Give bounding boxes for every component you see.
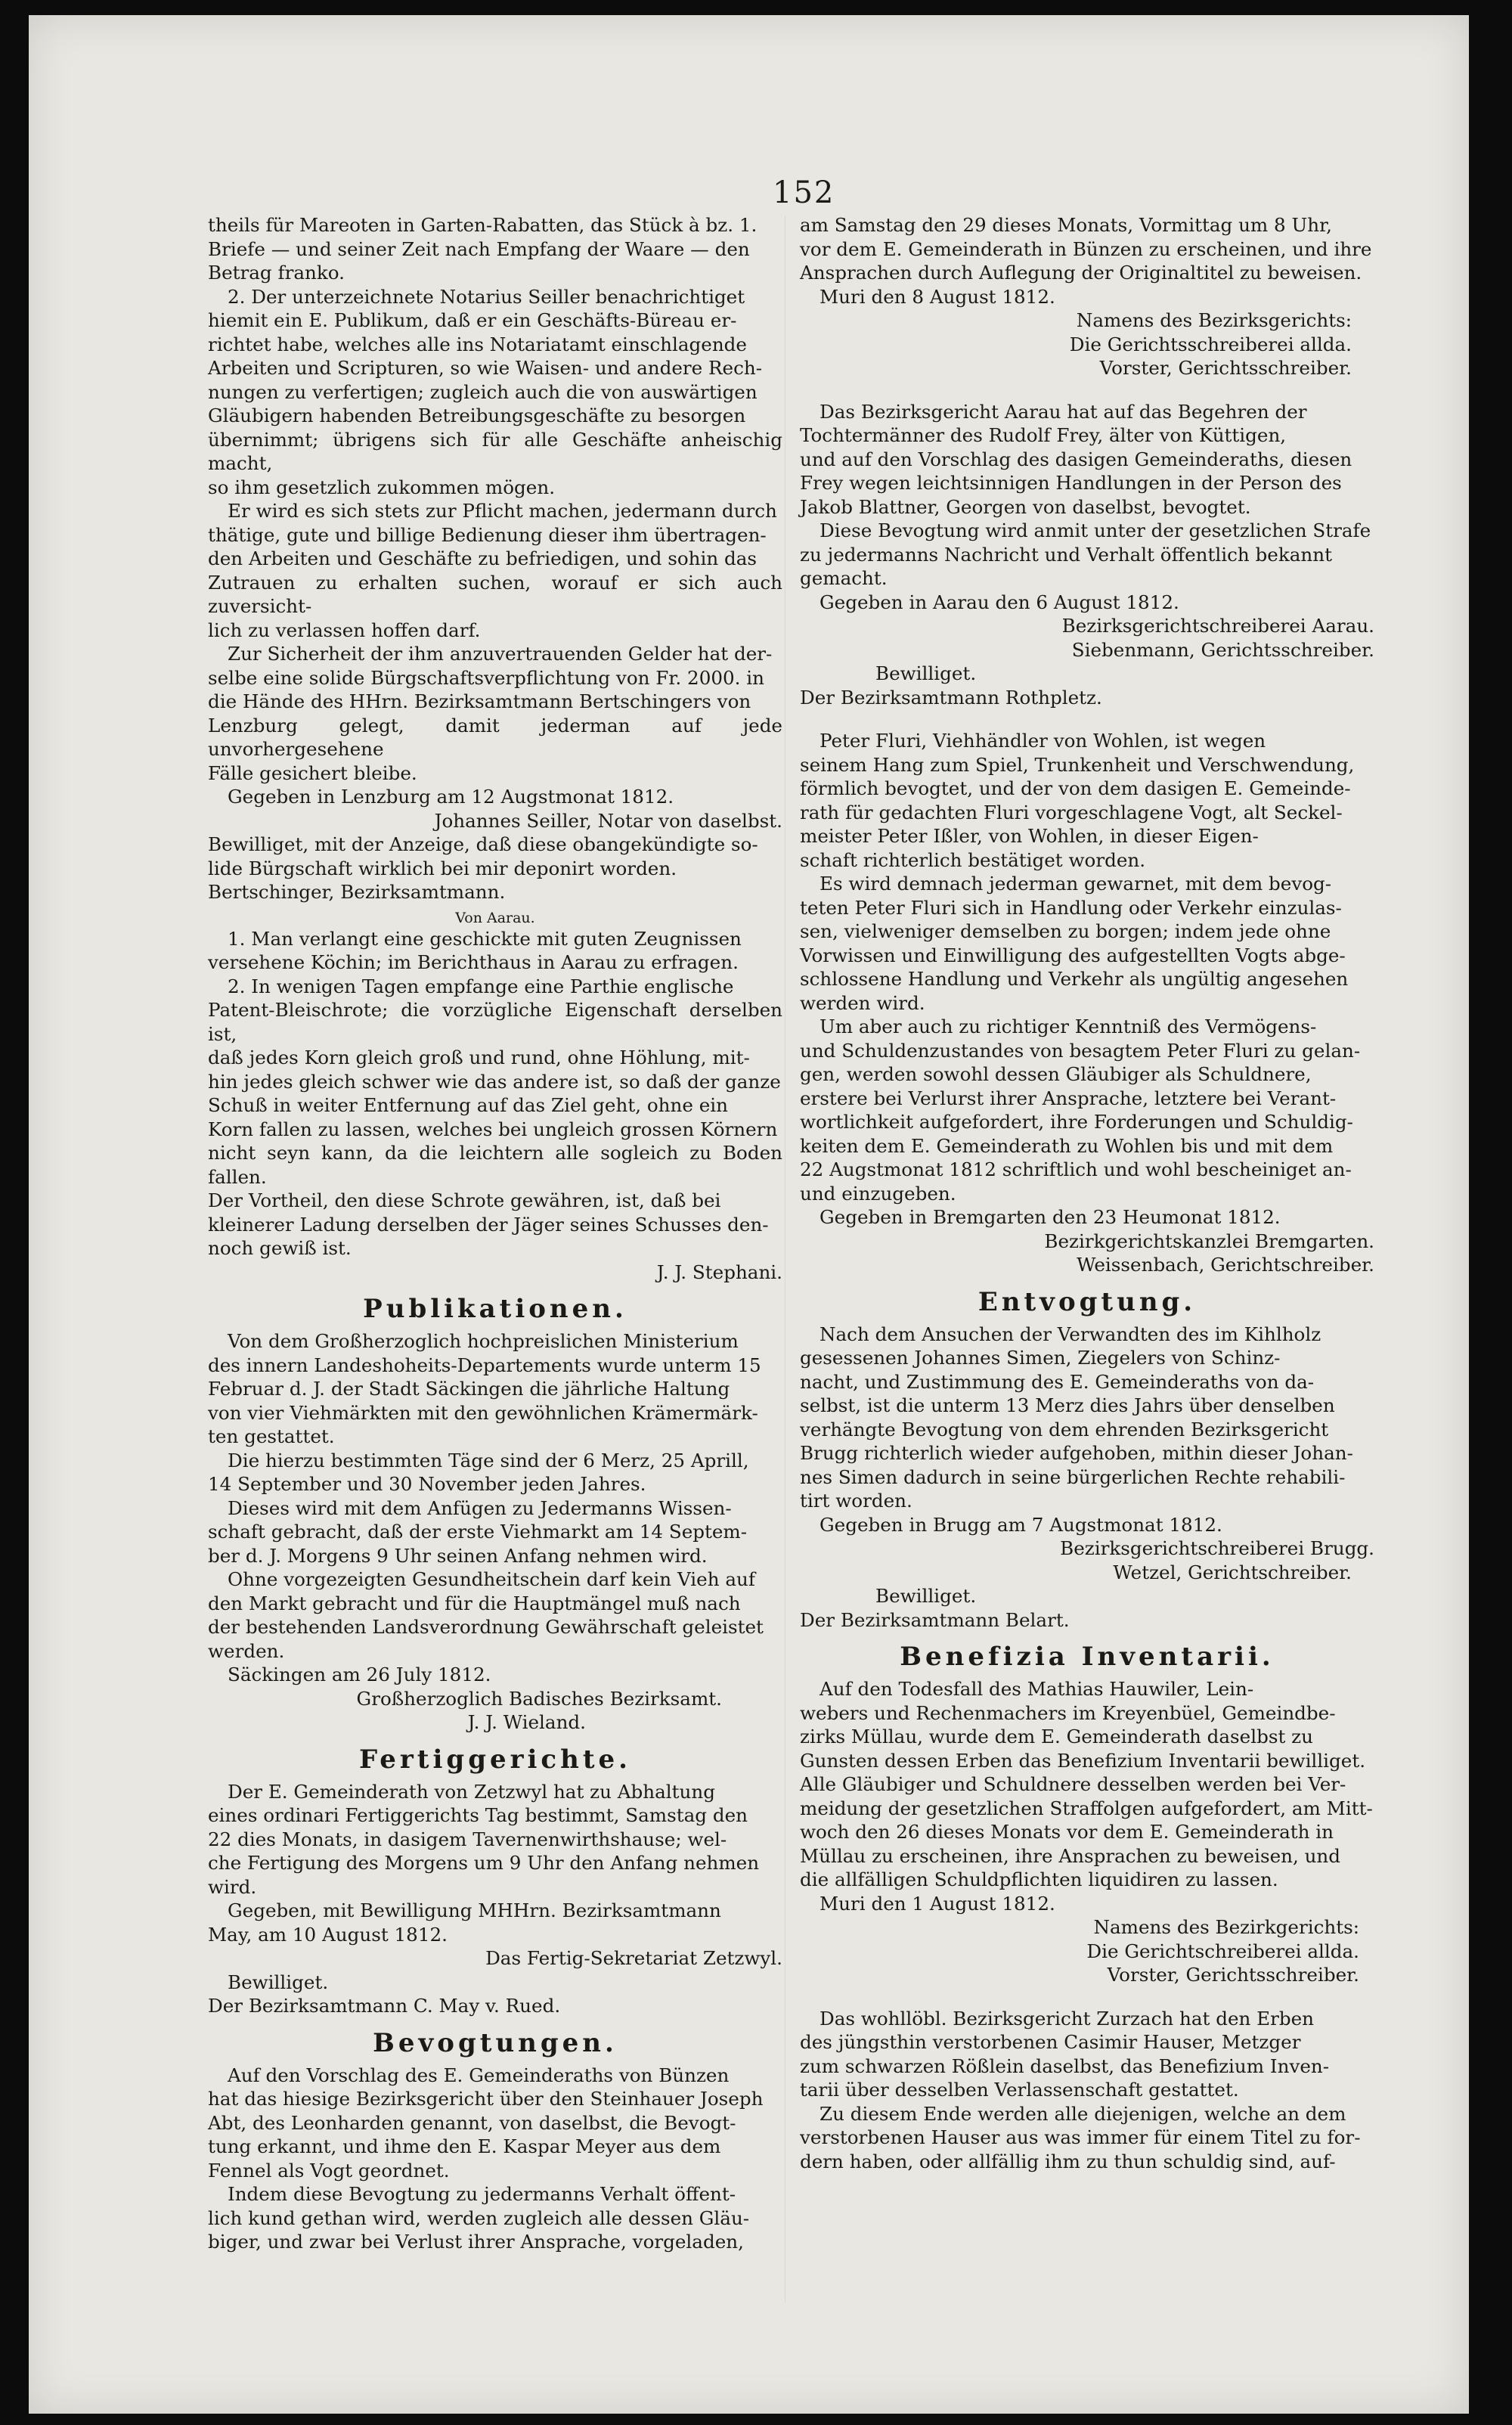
spacer: [800, 1987, 1374, 2007]
line: Vorwissen und Einwilligung des aufgestellten Vogts abge-: [800, 944, 1346, 966]
line: Alle Gläubiger und Schuldnere desselben werden bei Ver-: [800, 1773, 1346, 1795]
line: Lenzburg gelegt, damit jederman auf jede unvorhergesehene: [208, 714, 782, 760]
line: Um aber auch zu richtiger Kenntniß des Vermögens-: [820, 1016, 1317, 1037]
line: gen, werden sowohl dessen Gläubiger als Schuldnere,: [800, 1063, 1312, 1085]
line: den Markt gebracht und für die Hauptmängel muß nach: [208, 1592, 741, 1614]
line: und einzugeben.: [800, 1182, 956, 1205]
line: Arbeiten und Scripturen, so wie Waisen- und andere Rech-: [208, 357, 763, 379]
heading-bevogtungen: Bevogtungen.: [373, 2027, 618, 2058]
signature: Das Fertig-Sekretariat Zetzwyl.: [485, 1947, 782, 1969]
left-column: [208, 213, 782, 2254]
line: ber d. J. Morgens 9 Uhr seinen Anfang nehmen wird.: [208, 1544, 708, 1567]
line: webers und Rechenmachers im Kreyenbüel, Gemeindbe-: [800, 1701, 1336, 1724]
line: Zur Sicherheit der ihm anzuvertrauenden Gelder hat der-: [228, 643, 773, 665]
line: seinem Hang zum Spiel, Trunkenheit und Verschwendung,: [800, 753, 1355, 776]
line: Er wird es sich stets zur Pflicht machen, jedermann durch: [228, 500, 777, 522]
line: Das wohllöbl. Bezirksgericht Zurzach hat den Erben: [820, 2007, 1315, 2030]
line: Fennel als Vogt geordnet.: [208, 2159, 450, 2182]
fluri-bevogtung: [800, 729, 1374, 1277]
line: Dieses wird mit dem Anfügen zu Jedermanns Wissen-: [228, 1496, 732, 1519]
bevogtungen-section: [208, 2064, 782, 2254]
line: Nach dem Ansuchen der Verwandten des im Kihlholz: [820, 1323, 1321, 1345]
date-line: Gegeben in Lenzburg am 12 Augstmonat 1812.: [228, 786, 674, 808]
signature: Vorster, Gerichtsschreiber.: [1107, 1964, 1359, 1986]
line: Februar d. J. der Stadt Säckingen die jährliche Haltung: [208, 1378, 730, 1400]
fertiggerichte-section: [208, 1780, 782, 2018]
line: daß jedes Korn gleich groß und rund, ohne Höhlung, mit-: [208, 1047, 750, 1068]
line: thätige, gute und billige Bedienung dieser ihm übertragen-: [208, 523, 767, 546]
line: selbe eine solide Bürgschaftsverpflichtung von Fr. 2000. in: [208, 666, 764, 689]
line: Peter Fluri, Viehhändler von Wohlen, ist wegen: [820, 730, 1266, 752]
line: lide Bürgschaft wirklich bei mir deponirt worden.: [208, 857, 677, 879]
date-line: Säckingen am 26 July 1812.: [228, 1664, 491, 1685]
line: gesessenen Johannes Simen, Ziegelers von Schinz-: [800, 1347, 1281, 1369]
line: schlossene Handlung und Verkehr als ungültig angesehen: [800, 968, 1349, 990]
line: Fälle gesichert bleibe.: [208, 761, 417, 784]
line: schaft richterlich bestätiget worden.: [800, 848, 1146, 871]
section-subheading: Von Aarau.: [455, 909, 535, 926]
bevogtung-continued: [800, 213, 1374, 380]
aarau-bevogtung: [800, 400, 1374, 710]
line: der bestehenden Landsverordnung Gewährschaft geleistet: [208, 1616, 764, 1638]
line: 2. In wenigen Tagen empfange eine Parthie englische: [228, 975, 734, 997]
benefizia-section: [800, 1677, 1374, 1987]
line: Müllau zu erscheinen, ihre Ansprachen zu beweisen, und: [800, 1844, 1341, 1867]
right-column: [800, 213, 1374, 2173]
signature: Johannes Seiller, Notar von daselbst.: [434, 809, 782, 832]
aarau-notices: [208, 927, 782, 1285]
signature: Wetzel, Gerichtschreiber.: [1113, 1561, 1352, 1583]
heading-fertiggerichte: Fertiggerichte.: [358, 1744, 632, 1775]
line: Briefe — und seiner Zeit nach Empfang der Waare — den: [208, 237, 750, 260]
line: keiten dem E. Gemeinderath zu Wohlen bis und mit dem: [800, 1134, 1334, 1157]
line: May, am 10 August 1812.: [208, 1923, 448, 1946]
line: sen, vielweniger demselben zu borgen; indem jede ohne: [800, 920, 1331, 942]
signature: Der Bezirksamtmann Belart.: [800, 1608, 1070, 1631]
signature: Bezirkgerichtskanzlei Bremgarten.: [1044, 1230, 1374, 1252]
line: übernimmt; übrigens sich für alle Geschäfte anheischig macht,: [208, 428, 782, 474]
line: Abt, des Leonharden genannt, von daselbst, die Bevogt-: [208, 2111, 736, 2134]
line: versehene Köchin; im Berichthaus in Aarau zu erfragen.: [208, 951, 739, 973]
line: tarii über desselben Verlassenschaft gestattet.: [800, 2079, 1239, 2101]
line: Gläubigern habenden Betreibungsgeschäfte zu besorgen: [208, 405, 746, 426]
intro-text: [208, 213, 782, 285]
line: schaft gebracht, daß der erste Viehmarkt am 14 Septem-: [208, 1521, 748, 1543]
line: den Arbeiten und Geschäfte zu befriedigen, und sohin das: [208, 547, 758, 569]
date-line: Gegeben in Bremgarten den 23 Heumonat 1812.: [820, 1206, 1281, 1228]
line: vor dem E. Gemeinderath in Bünzen zu erscheinen, und ihre: [800, 237, 1372, 260]
line: noch gewiß ist.: [208, 1237, 352, 1259]
line: 1. Man verlangt eine geschickte mit guten Zeugnissen: [228, 927, 742, 950]
signature: Die Gerichtschreiberei allda.: [1086, 1940, 1359, 1962]
zurzach-section: [800, 2007, 1374, 2174]
line: theils für Mareoten in Garten-Rabatten, das Stück à bz. 1.: [208, 214, 758, 236]
line: wortlichkeit aufgefordert, ihre Forderungen und Schuldig-: [800, 1111, 1353, 1133]
entvogtung-section: [800, 1323, 1374, 1633]
line: und Schuldenzustandes von besagtem Peter Fluri zu gelan-: [800, 1039, 1361, 1062]
line: Der Vortheil, den diese Schrote gewähren, ist, daß bei: [208, 1189, 721, 1211]
signature: Namens des Bezirksgerichts:: [1076, 309, 1352, 331]
line: des innern Landeshoheits-Departements wurde unterm 15: [208, 1354, 761, 1376]
signature: Bertschinger, Bezirksamtmann.: [208, 881, 506, 903]
line: Korn fallen zu lassen, welches bei ungleich grossen Körnern: [208, 1118, 778, 1140]
line: gemacht.: [800, 567, 888, 589]
line: 22 Augstmonat 1812 schriftlich und wohl bescheiniget an-: [800, 1158, 1352, 1180]
line: hiemit ein E. Publikum, daß er ein Geschäfts-Büreau er-: [208, 309, 737, 331]
line: rath für gedachten Fluri vorgeschlagene Vogt, alt Seckel-: [800, 801, 1343, 823]
line: des jüngsthin verstorbenen Casimir Hauser, Metzger: [800, 2031, 1301, 2053]
line: tung erkannt, und ihme den E. Kaspar Meyer aus dem: [208, 2135, 721, 2157]
line: eines ordinari Fertiggerichts Tag bestimmt, Samstag den: [208, 1804, 748, 1826]
heading-publikationen: Publikationen.: [363, 1294, 627, 1324]
publikationen-section: [208, 1329, 782, 1735]
line: Brugg richterlich wieder aufgehoben, mithin dieser Johan-: [800, 1442, 1353, 1464]
line: Patent-Bleischrote; die vorzügliche Eigenschaft derselben ist,: [208, 999, 782, 1045]
line: die allfälligen Schuldpflichten liquidiren zu lassen.: [800, 1868, 1278, 1890]
line: nungen zu verfertigen; zugleich auch die von auswärtigen: [208, 380, 758, 403]
line: nes Simen dadurch in seine bürgerlichen Rechte rehabili-: [800, 1465, 1346, 1488]
line: Auf den Todesfall des Mathias Hauwiler, Lein-: [820, 1678, 1254, 1700]
signature: Der Bezirksamtmann C. May v. Rued.: [208, 1995, 561, 2017]
line: Zutrauen zu erhalten suchen, worauf er sich auch zuversicht-: [208, 571, 782, 617]
date-line: Gegeben in Brugg am 7 Augstmonat 1812.: [820, 1513, 1222, 1536]
line: Betrag franko.: [208, 262, 345, 284]
date-line: Muri den 1 August 1812.: [820, 1892, 1055, 1915]
line: tirt worden.: [800, 1490, 912, 1512]
line: meister Peter Ißler, von Wohlen, in dieser Eigen-: [800, 825, 1259, 847]
line: 22 dies Monats, in dasigem Tavernenwirthshause; wel-: [208, 1828, 727, 1850]
line: selbst, ist die unterm 13 Merz dies Jahrs über denselben: [800, 1394, 1335, 1416]
line: Bewilliget, mit der Anzeige, daß diese obangekündigte so-: [208, 833, 758, 855]
line: Gegeben, mit Bewilligung MHHrn. Bezirksamtmann: [228, 1899, 721, 1921]
line: und auf den Vorschlag des dasigen Gemeinderaths, diesen: [800, 448, 1352, 470]
signature: J. J. Wieland.: [467, 1711, 586, 1733]
line: Das Bezirksgericht Aarau hat auf das Begehren der: [820, 400, 1307, 423]
line: teten Peter Fluri sich in Handlung oder Verkehr einzulas-: [800, 896, 1342, 919]
signature: Weissenbach, Gerichtschreiber.: [1077, 1254, 1374, 1276]
line: nacht, und Zustimmung des E. Gemeinderaths von da-: [800, 1370, 1315, 1393]
line: werden wird.: [800, 991, 925, 1014]
line: Die hierzu bestimmten Täge sind der 6 Merz, 25 Aprill,: [228, 1449, 749, 1471]
line: woch den 26 dieses Monats vor dem E. Gemeinderath in: [800, 1821, 1334, 1843]
line: ten gestattet.: [208, 1425, 335, 1447]
line: am Samstag den 29 dieses Monats, Vormittag um 8 Uhr,: [800, 214, 1332, 236]
spacer: [800, 380, 1374, 400]
line: hat das hiesige Bezirksgericht über den Steinhauer Joseph: [208, 2088, 764, 2110]
line: zum schwarzen Rößlein daselbst, das Benefizium Inven-: [800, 2054, 1330, 2077]
approval: Bewilliget.: [228, 1971, 329, 1993]
page-number: 152: [773, 175, 835, 210]
line: Frey wegen leichtsinnigen Handlungen in der Person des: [800, 472, 1342, 494]
line: Der E. Gemeinderath von Zetzwyl hat zu Abhaltung: [228, 1780, 715, 1803]
line: erstere bei Verlurst ihrer Ansprache, letztere bei Verant-: [800, 1087, 1337, 1109]
line: Es wird demnach jederman gewarnet, mit dem bevog-: [820, 873, 1332, 895]
line: lich zu verlassen hoffen darf.: [208, 619, 481, 641]
date-line: Muri den 8 August 1812.: [820, 285, 1055, 308]
heading-benefizia: Benefizia Inventarii.: [900, 1642, 1275, 1672]
line: Von dem Großherzoglich hochpreislichen Ministerium: [228, 1330, 739, 1352]
line: nicht seyn kann, da die leichtern alle sogleich zu Boden fallen.: [208, 1142, 782, 1188]
line: verhängte Bevogtung von dem ehrenden Bezirksgericht: [800, 1418, 1329, 1440]
line: Schuß in weiter Entfernung auf das Ziel geht, ohne ein: [208, 1094, 728, 1116]
signature: Vorster, Gerichtsschreiber.: [1099, 357, 1352, 379]
signature: Bezirksgerichtschreiberei Brugg.: [1060, 1537, 1374, 1559]
line: Gunsten dessen Erben das Benefizium Inventarii bewilliget.: [800, 1749, 1366, 1772]
line: kleinerer Ladung derselben der Jäger seines Schusses den-: [208, 1213, 769, 1236]
notar-announcement: [208, 285, 782, 904]
signature: J. J. Stephani.: [656, 1261, 782, 1283]
line: Diese Bevogtung wird anmit unter der gesetzlichen Strafe: [820, 519, 1371, 541]
line: Tochtermänner des Rudolf Frey, älter von Küttigen,: [800, 424, 1287, 446]
approval: Bewilliget.: [875, 662, 977, 684]
line: von vier Viehmärkten mit den gewöhnlichen Krämermärk-: [208, 1401, 758, 1424]
line: verstorbenen Hauser aus was immer für einem Titel zu for-: [800, 2126, 1361, 2148]
signature: Namens des Bezirkgerichts:: [1093, 1916, 1359, 1938]
line: 2. Der unterzeichnete Notarius Seiller benachrichtiget: [228, 285, 745, 308]
signature: Bezirksgerichtschreiberei Aarau.: [1061, 615, 1374, 637]
line: Indem diese Bevogtung zu jedermanns Verhalt öffent-: [228, 2183, 736, 2205]
line: richtet habe, welches alle ins Notariatamt einschlagende: [208, 333, 747, 355]
signature: Die Gerichtsschreiberei allda.: [1069, 333, 1352, 355]
line: biger, und zwar bei Verlust ihrer Ansprache, vorgeladen,: [208, 2231, 744, 2253]
line: förmlich bevogtet, und der von dem dasigen E. Gemeinde-: [800, 777, 1351, 799]
line: zirks Müllau, wurde dem E. Gemeinderath daselbst zu: [800, 1726, 1313, 1747]
line: lich kund gethan wird, werden zugleich alle dessen Gläu-: [208, 2206, 750, 2229]
approval: Bewilliget.: [875, 1585, 977, 1607]
spacer: [800, 709, 1374, 729]
line: dern haben, oder allfällig ihm zu thun schuldig sind, auf-: [800, 2150, 1336, 2172]
line: die Hände des HHrn. Bezirksamtmann Bertschingers von: [208, 690, 751, 712]
line: werden.: [208, 1639, 285, 1662]
line: Jakob Blattner, Georgen von daselbst, bevogtet.: [800, 495, 1251, 518]
line: Auf den Vorschlag des E. Gemeinderaths von Bünzen: [228, 2064, 730, 2086]
line: 14 September und 30 November jeden Jahres.: [208, 1473, 646, 1495]
line: che Fertigung des Morgens um 9 Uhr den Anfang nehmen: [208, 1852, 760, 1874]
signature: Großherzoglich Badisches Bezirksamt.: [356, 1687, 722, 1710]
date-line: Gegeben in Aarau den 6 August 1812.: [820, 591, 1179, 613]
line: meidung der gesetzlichen Straffolgen aufgefordert, am Mitt-: [800, 1797, 1373, 1819]
line: Zu diesem Ende werden alle diejenigen, welche an dem: [820, 2102, 1346, 2125]
line: zu jedermanns Nachricht und Verhalt öffentlich bekannt: [800, 543, 1332, 566]
line: Ohne vorgezeigten Gesundheitschein darf kein Vieh auf: [228, 1568, 755, 1590]
line: wird.: [208, 1875, 257, 1898]
line: Ansprachen durch Auflegung der Originaltitel zu beweisen.: [800, 262, 1362, 284]
line: so ihm gesetzlich zukommen mögen.: [208, 476, 556, 498]
signature: Der Bezirksamtmann Rothpletz.: [800, 686, 1102, 709]
signature: Siebenmann, Gerichtsschreiber.: [1071, 638, 1374, 661]
line: hin jedes gleich schwer wie das andere ist, so daß der ganze: [208, 1070, 781, 1093]
heading-entvogtung: Entvogtung.: [978, 1286, 1197, 1317]
